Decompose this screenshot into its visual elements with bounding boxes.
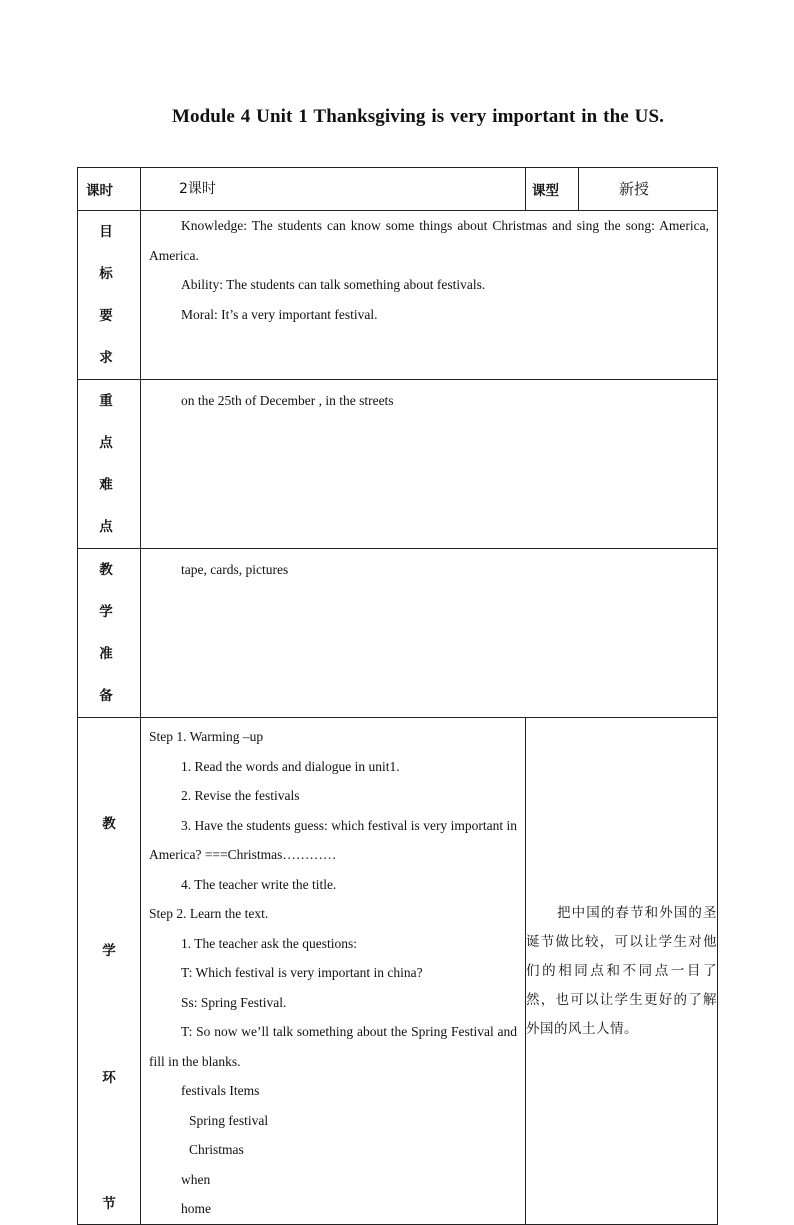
step-line: Ss: Spring Festival. xyxy=(181,994,287,1010)
step-line: T: So now we’ll talk something about the Spring Festival and fill in the blanks. xyxy=(149,1024,518,1069)
period-row xyxy=(78,168,718,211)
period-label: 课时 xyxy=(78,168,141,211)
goals-moral: Moral: It’s a very important festival. xyxy=(181,306,378,322)
steps-content xyxy=(141,718,526,1225)
goals-label xyxy=(78,211,141,380)
steps-label-char-3: 环 xyxy=(102,1070,116,1086)
type-value: 新授 xyxy=(579,168,718,211)
step-line: Step 1. Warming –up xyxy=(149,729,264,744)
key-points-label-line1: 重 点 xyxy=(99,393,125,451)
goals-knowledge: Knowledge: The students can know some things about Christmas and sing the song: America, America. xyxy=(149,218,710,263)
step-line: 2. Revise the festivals xyxy=(181,788,300,803)
goals-row xyxy=(78,211,718,380)
goals-label-line2: 要 求 xyxy=(99,308,125,366)
period-value: 2课时 xyxy=(141,168,526,211)
preparation-label xyxy=(78,549,141,718)
step-line: T: Which festival is very important in china? xyxy=(181,965,423,980)
step-line: home xyxy=(181,1201,211,1216)
preparation-label-line1: 教 学 xyxy=(99,562,125,620)
preparation-text: tape, cards, pictures xyxy=(181,562,289,577)
key-points-content xyxy=(141,380,718,549)
key-points-label xyxy=(78,380,141,549)
steps-label xyxy=(78,718,141,1225)
goals-content xyxy=(141,211,718,380)
steps-label-char-2: 学 xyxy=(102,943,116,959)
step-line: 1. Read the words and dialogue in unit1. xyxy=(181,758,400,774)
goals-label-line1: 目 标 xyxy=(99,224,125,282)
step-line: Christmas xyxy=(189,1142,244,1157)
steps-row xyxy=(78,718,718,1225)
steps-note xyxy=(526,718,718,1225)
key-points-row xyxy=(78,380,718,549)
goals-ability: Ability: The students can talk something about festivals. xyxy=(181,277,486,292)
document-title: Module 4 Unit 1 Thanksgiving is very important in the US. xyxy=(172,106,664,127)
key-points-text: on the 25th of December , in the streets xyxy=(181,393,394,408)
steps-note-text: 把中国的春节和外国的圣诞节做比较，可以让学生对他们的相同点和不同点一目了然，也可以让学生更好的了解外国的风土人情。 xyxy=(526,904,718,1037)
step-line: 4. The teacher write the title. xyxy=(181,876,337,892)
step-line: when xyxy=(181,1171,211,1187)
preparation-row xyxy=(78,549,718,718)
preparation-label-line2: 准 备 xyxy=(99,646,125,704)
step-line: Spring festival xyxy=(189,1112,269,1128)
step-line: 1. The teacher ask the questions: xyxy=(181,935,357,951)
steps-label-char-4: 节 xyxy=(102,1196,116,1212)
lesson-plan-table xyxy=(77,167,718,1225)
step-line: festivals Items xyxy=(181,1083,260,1098)
preparation-content xyxy=(141,549,718,718)
type-label: 课型 xyxy=(526,168,579,211)
key-points-label-line2: 难 点 xyxy=(99,477,125,535)
step-line: Step 2. Learn the text. xyxy=(149,906,269,921)
steps-label-char-1: 教 xyxy=(102,816,116,832)
step-line: 3. Have the students guess: which festival is very important in America? ===Christmas………… xyxy=(149,817,518,862)
